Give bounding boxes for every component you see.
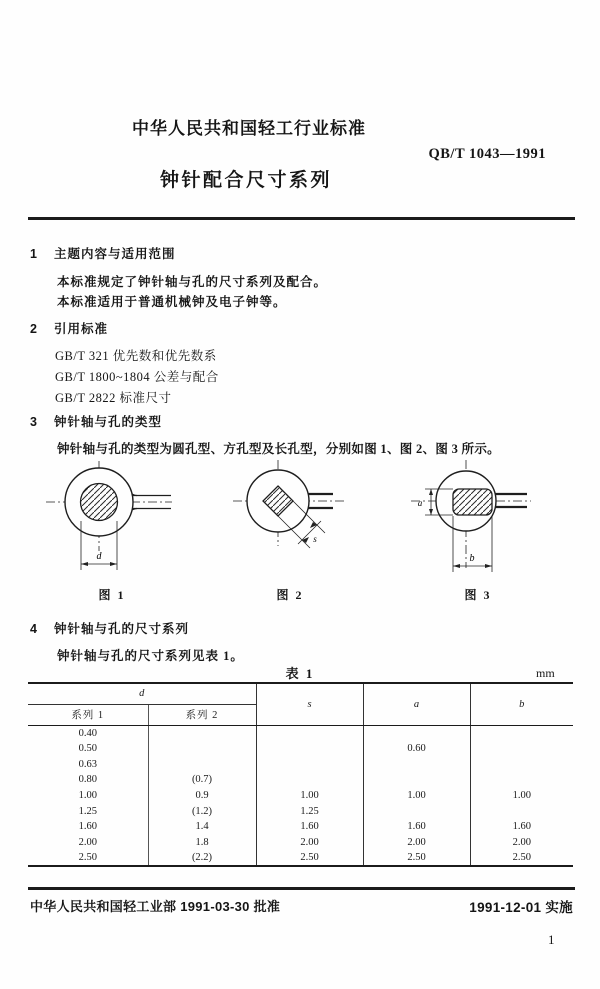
column-header-a: a (363, 683, 470, 725)
cell-b: 1.60 (470, 819, 573, 835)
cell-a: 1.00 (363, 788, 470, 804)
cell-a: 0.60 (363, 741, 470, 757)
cell-a (363, 756, 470, 772)
cell-s: 1.00 (256, 788, 363, 804)
figure-3-dimension-a-label: a (417, 498, 423, 508)
section-1-title: 主题内容与适用范围 (54, 247, 176, 261)
cell-series2: (0.7) (148, 772, 256, 788)
section-1-number: 1 (30, 247, 37, 261)
section-2-heading (30, 319, 108, 337)
cell-series1: 2.00 (78, 837, 97, 849)
cell-s: 2.50 (256, 851, 363, 867)
cell-series1: 1.60 (78, 821, 97, 833)
figure-3-dimension-b-label: b (469, 553, 475, 564)
cell-series2: 0.9 (148, 788, 256, 804)
reference-gbt1800: GB/T 1800~1804 公差与配合 (55, 370, 219, 384)
table-row (28, 803, 573, 819)
section-3-number: 3 (30, 415, 37, 429)
section-4-heading (30, 619, 189, 637)
cell-series1: 0.80 (78, 774, 97, 786)
table-row (28, 788, 573, 804)
section-2-number: 2 (30, 322, 37, 336)
cell-a (363, 803, 470, 819)
cell-series1: 2.50 (78, 852, 97, 864)
cell-s (256, 725, 363, 741)
table-row (28, 851, 573, 867)
cell-series2: (2.2) (148, 851, 256, 867)
cell-a (363, 725, 470, 741)
cell-series2: (1.2) (148, 803, 256, 819)
table-caption: 表 1 (285, 666, 315, 681)
footer-implementation-date: 1991-12-01 实施 (469, 900, 573, 915)
reference-gbt2822: GB/T 2822 标准尺寸 (55, 391, 172, 405)
figure-2-square-hole-drawing (225, 458, 360, 582)
cell-series1: 1.00 (78, 790, 97, 802)
cell-series2 (148, 741, 256, 757)
cell-series2: 1.8 (148, 835, 256, 851)
section-4-title: 钟针轴与孔的尺寸系列 (54, 622, 190, 636)
section-1-paragraph-2: 本标准适用于普通机械钟及电子钟等。 (57, 295, 287, 309)
column-header-b: b (470, 683, 573, 725)
table-row (28, 835, 573, 851)
header-rule (28, 217, 575, 220)
cell-series2: 1.4 (148, 819, 256, 835)
section-3-title: 钟针轴与孔的类型 (54, 415, 163, 429)
cell-series2 (148, 725, 256, 741)
section-3-heading (30, 412, 162, 430)
column-subheader-series1: 系列 1 (28, 704, 148, 725)
cell-s: 1.25 (256, 803, 363, 819)
cell-series1: 0.50 (78, 743, 97, 755)
figure-3-caption: 图 3 (464, 588, 492, 602)
cell-series1: 0.63 (78, 758, 97, 770)
cell-s: 2.00 (256, 835, 363, 851)
cell-b: 2.00 (470, 835, 573, 851)
figure-1-dimension-label: d (96, 551, 102, 562)
cell-b (470, 756, 573, 772)
table-row (28, 741, 573, 757)
cell-b: 2.50 (470, 851, 573, 867)
figure-1-caption: 图 1 (98, 588, 126, 602)
cell-b (470, 725, 573, 741)
column-subheader-series2: 系列 2 (148, 704, 256, 725)
cell-s (256, 772, 363, 788)
standard-code: QB/T 1043—1991 (428, 146, 546, 162)
cell-s: 1.60 (256, 819, 363, 835)
dimension-series-table (28, 682, 573, 867)
cell-a: 2.00 (363, 835, 470, 851)
cell-b (470, 741, 573, 757)
footer-rule (28, 887, 575, 890)
section-3-paragraph: 钟针轴与孔的类型为圆孔型、方孔型及长孔型，分别如图 1、图 2、图 3 所示。 (57, 442, 500, 456)
figure-2-dimension-label: s (313, 534, 317, 544)
cell-series1: 0.40 (78, 727, 97, 739)
standard-type-heading: 中华人民共和国轻工行业标准 (132, 119, 366, 138)
cell-series2 (148, 756, 256, 772)
column-header-s: s (256, 683, 363, 725)
cell-a (363, 772, 470, 788)
section-1-heading (30, 244, 176, 262)
cell-a: 2.50 (363, 851, 470, 867)
cell-s (256, 741, 363, 757)
table-row (28, 756, 573, 772)
cell-a: 1.60 (363, 819, 470, 835)
cell-series1: 1.25 (78, 805, 97, 817)
section-1-paragraph-1: 本标准规定了钟针轴与孔的尺寸系列及配合。 (57, 275, 328, 289)
figure-1-round-hole-drawing (40, 458, 175, 582)
reference-gbt321: GB/T 321 优先数和优先数系 (55, 349, 217, 363)
cell-b (470, 772, 573, 788)
table-row (28, 725, 573, 741)
document-title: 钟针配合尺寸系列 (160, 170, 333, 191)
section-4-number: 4 (30, 622, 37, 636)
table-row (28, 819, 573, 835)
cell-b (470, 803, 573, 819)
table-header-row-1 (28, 683, 573, 704)
page-number: 1 (548, 932, 555, 947)
figure-3-long-hole-drawing (405, 458, 545, 582)
table-unit-label: mm (536, 666, 555, 680)
section-2-title: 引用标准 (54, 322, 109, 336)
column-header-d: d (28, 683, 256, 704)
footer-approval: 中华人民共和国轻工业部 1991-03-30 批准 (30, 899, 281, 914)
section-4-paragraph: 钟针轴与孔的尺寸系列见表 1。 (57, 649, 244, 663)
cell-s (256, 756, 363, 772)
table-row (28, 772, 573, 788)
cell-b: 1.00 (470, 788, 573, 804)
figure-2-caption: 图 2 (276, 588, 304, 602)
